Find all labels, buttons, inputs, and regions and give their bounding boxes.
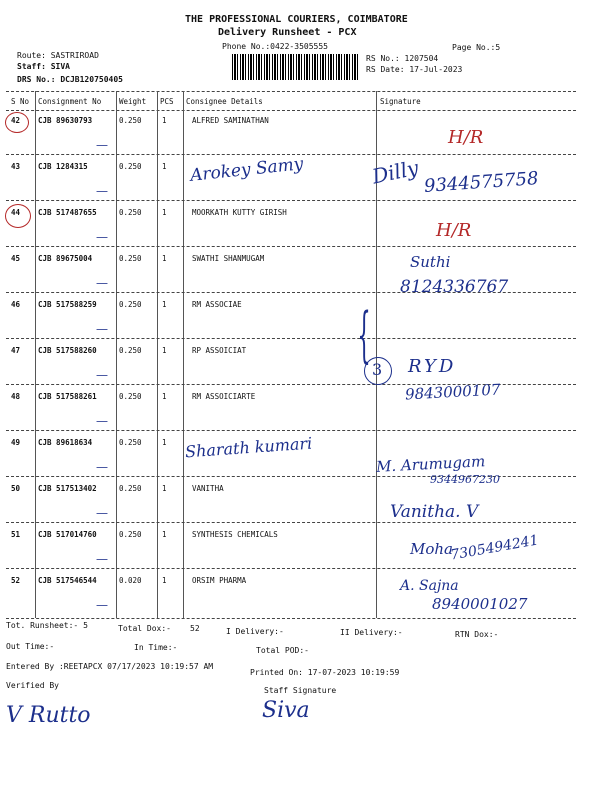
row-consignment-no: CJB 89630793 [38,116,93,125]
handwritten-name: A. Sajna [400,578,459,594]
row-separator [6,568,576,569]
row-pcs: 1 [162,208,167,217]
row-sno: 48 [11,392,21,401]
row-weight: 0.020 [119,576,142,585]
row-sno: 50 [11,484,21,493]
col-divider [183,91,184,618]
row-consignee: ALFRED SAMINATHAN [192,116,269,125]
rs-date: RS Date: 17-Jul-2023 [366,65,463,74]
row-weight: 0.250 [119,484,142,493]
handwritten-phone: 9344967230 [430,473,500,486]
handwritten-signature: Vanitha. V [390,502,479,522]
row-separator [6,430,576,431]
row-consignment-no: CJB 517546544 [38,576,97,585]
col-header-sno: S No [11,97,30,106]
tick-mark: — [96,414,108,428]
col-header-pcs: PCS [160,97,174,106]
row-consignee: RP ASSOICIAT [192,346,247,355]
tick-mark: — [96,184,108,198]
row-pcs: 1 [162,438,167,447]
tick-mark: — [96,276,108,290]
i-delivery: I Delivery:- [226,627,284,636]
company-name: THE PROFESSIONAL COURIERS, COIMBATORE [185,14,408,25]
row-sno: 51 [11,530,21,539]
row-pcs: 1 [162,530,167,539]
tot-runsheet: Tot. Runsheet:- 5 [6,621,88,630]
row-consignment-no: CJB 1284315 [38,162,88,171]
verified-by: Verified By [6,681,59,690]
row-sno: 46 [11,300,21,309]
row-consignment-no: CJB 517014760 [38,530,97,539]
tick-mark: — [96,138,108,152]
row-sno: 43 [11,162,21,171]
row-consignment-no: CJB 517588259 [38,300,97,309]
row-weight: 0.250 [119,208,142,217]
row-consignee: ORSIM PHARMA [192,576,247,585]
tick-mark: — [96,230,108,244]
red-circle-mark [5,112,29,133]
row-consignment-no: CJB 517513402 [38,484,97,493]
out-time: Out Time:- [6,642,55,651]
col-divider [157,91,158,618]
entered-by: Entered By :REETAPCX 07/17/2023 10:19:57 AM [6,662,214,671]
in-time: In Time:- [134,643,178,652]
handwritten-hr: H/R [448,127,484,148]
row-consignee: SYNTHESIS CHEMICALS [192,530,278,539]
handwritten-hr: H/R [436,220,472,241]
row-separator [6,338,576,339]
drs-number: DRS No.: DCJB120750405 [17,75,123,84]
row-consignee: SWATHI SHANMUGAM [192,254,265,263]
row-weight: 0.250 [119,162,142,171]
row-weight: 0.250 [119,438,142,447]
row-sno: 49 [11,438,21,447]
ii-delivery: II Delivery:- [340,628,403,637]
col-divider [116,91,117,618]
handwritten-consignee: Arokey Samy [189,154,305,186]
handwritten-phone: 9344575758 [423,168,540,197]
handwritten-phone: 8124336767 [400,277,509,297]
tick-mark: — [96,322,108,336]
total-dox-value: 52 [190,624,200,633]
row-pcs: 1 [162,392,167,401]
row-consignment-no: CJB 517588260 [38,346,97,355]
tick-mark: — [96,598,108,612]
row-sno: 44 [11,208,21,217]
col-header-consignment: Consignment No [38,97,102,106]
table-header-rule [6,110,576,111]
handwritten-signature: Suthi [410,253,451,271]
tick-mark: — [96,368,108,382]
handwritten-name: RYD [408,356,457,377]
row-pcs: 1 [162,300,167,309]
verifier-signature: V Rutto [6,703,91,728]
row-sno: 47 [11,346,21,355]
row-consignee: VANITHA [192,484,224,493]
row-sno: 42 [11,116,21,125]
red-circle-mark [5,204,31,228]
row-pcs: 1 [162,254,167,263]
col-header-weight: Weight [119,97,147,106]
rtn-dox: RTN Dox:- [455,630,499,639]
printed-on: Printed On: 17-07-2023 10:19:59 [250,668,400,677]
row-weight: 0.250 [119,116,142,125]
table-bottom-rule [6,618,576,619]
row-pcs: 1 [162,576,167,585]
row-consignee: MOORKATH KUTTY GIRISH [192,208,287,217]
row-weight: 0.250 [119,300,142,309]
handwritten-phone: 8940001027 [432,595,528,613]
handwritten-consignee: Sharath kumari [184,433,313,462]
total-dox-label: Total Dox:- [118,624,171,633]
row-weight: 0.250 [119,392,142,401]
handwritten-phone: 9843000107 [404,380,501,404]
tick-mark: — [96,506,108,520]
tick-mark: — [96,552,108,566]
row-weight: 0.250 [119,254,142,263]
col-header-signature: Signature [380,97,421,106]
row-separator [6,522,576,523]
row-consignee: RM ASSOICIARTE [192,392,256,401]
row-separator [6,200,576,201]
runsheet-title: Delivery Runsheet - PCX [218,27,357,38]
tick-mark: — [96,460,108,474]
handwritten-count: 3 [372,360,383,379]
row-sno: 45 [11,254,21,263]
row-consignment-no: CJB 517588261 [38,392,97,401]
handwritten-phone: 7305494241 [449,532,540,564]
row-sno: 52 [11,576,21,585]
staff-signature-label: Staff Signature [264,686,337,695]
table-top-rule [6,91,576,92]
handwritten-signature: Dilly [370,155,421,189]
total-pod: Total POD:- [256,646,309,655]
row-consignment-no: CJB 89618634 [38,438,93,447]
handwritten-name: Moha [410,540,453,558]
row-pcs: 1 [162,346,167,355]
row-weight: 0.250 [119,530,142,539]
staff-label: Staff: SIVA [17,62,70,71]
row-consignee: RM ASSOCIAE [192,300,242,309]
page-number: Page No.:5 [452,43,501,52]
rs-number: RS No.: 1207504 [366,54,439,63]
phone-number: Phone No.:0422-3505555 [222,42,328,51]
row-consignment-no: CJB 89675004 [38,254,93,263]
handwritten-brace: { [357,300,371,370]
handwritten-name: M. Arumugam [375,452,486,476]
route-label: Route: SASTRIROAD [17,51,99,60]
staff-signature: Siva [262,698,310,723]
row-pcs: 1 [162,484,167,493]
row-pcs: 1 [162,162,167,171]
col-divider [35,91,36,618]
row-separator [6,246,576,247]
col-header-consignee: Consignee Details [186,97,263,106]
row-pcs: 1 [162,116,167,125]
barcode [232,54,358,80]
row-weight: 0.250 [119,346,142,355]
row-consignment-no: CJB 517487655 [38,208,97,217]
